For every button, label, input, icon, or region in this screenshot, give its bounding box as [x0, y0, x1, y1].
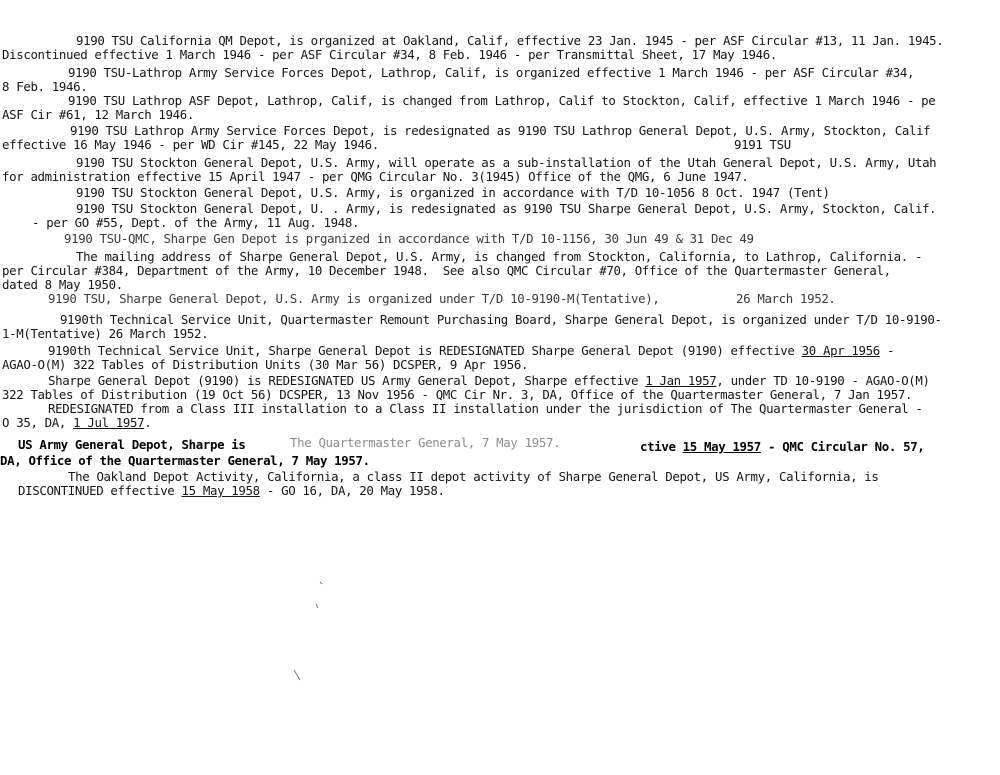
- doc-line: 9190 TSU-QMC, Sharpe Gen Depot is prganized in accordance with T/D 10-1156, 30 Jun 49 & 31 Dec 49: [64, 231, 754, 246]
- speck-mark: [316, 604, 318, 608]
- doc-line: - per GO #55, Dept. of the Army, 11 Aug. 1948.: [32, 215, 360, 230]
- doc-line: AGAO-O(M) 322 Tables of Distribution Units (30 Mar 56) DCSPER, 9 Apr 1956.: [2, 357, 529, 372]
- doc-line: The Oakland Depot Activity, California, a class II depot activity of Sharpe General Depot, US Army, California, is: [68, 469, 879, 484]
- doc-line: Discontinued effective 1 March 1946 - per ASF Circular #34, 8 Feb. 1946 - per Transmittal Sheet, 17 May 1946.: [2, 47, 777, 62]
- doc-line: 9190 TSU Stockton General Depot, U.S. Army, will operate as a sub-installation of the Utah General Depot, U.S. Army, Utah: [76, 155, 937, 170]
- doc-line-fragment: ctive 15 May 1957 - QMC Circular No. 57,: [640, 439, 925, 454]
- doc-line: 9190 TSU California QM Depot, is organized at Oakland, Calif, effective 23 Jan. 1945 - per ASF Circular #13, 11 Jan. 1945.: [76, 33, 944, 48]
- doc-line: 9190 TSU-Lathrop Army Service Forces Depot, Lathrop, Calif, is organized effective 1 March 1946 - per ASF Circular #34,: [68, 65, 915, 80]
- doc-line: effective 16 May 1946 - per WD Cir #145, 22 May 1946.: [2, 137, 379, 152]
- doc-line: 9190 TSU Lathrop Army Service Forces Depot, is redesignated as 9190 TSU Lathrop General Depot, U.S. Army, Stockton, Calif: [70, 123, 931, 138]
- doc-line: 9190th Technical Service Unit, Quartermaster Remount Purchasing Board, Sharpe General Depot, is organized under T/D 10-9190-: [60, 312, 942, 327]
- doc-line: dated 8 May 1950.: [2, 277, 123, 292]
- faded-text: The Quartermaster General, 7 May 1957.: [290, 435, 561, 450]
- paper-specks: [280, 570, 340, 690]
- doc-line: 9190 TSU Stockton General Depot, U. . Army, is redesignated as 9190 TSU Sharpe General Depot, U.S. Army, Stockton, Calif.: [76, 201, 937, 216]
- doc-line: O 35, DA, 1 Jul 1957.: [2, 415, 152, 430]
- doc-line: REDESIGNATED from a Class III installation to a Class II installation under the jurisdiction of The Quartermaster General -: [48, 401, 923, 416]
- speck-mark: [294, 670, 300, 680]
- doc-line: 9190th Technical Service Unit, Sharpe General Depot is REDESIGNATED Sharpe General Depot (9190) effective 30 Apr 1956 -: [48, 343, 895, 358]
- doc-line: per Circular #384, Department of the Army, 10 December 1948. See also QMC Circular #70, Office of the Quartermaster General,: [2, 263, 891, 278]
- doc-line: DISCONTINUED effective 15 May 1958 - GO 16, DA, 20 May 1958.: [18, 483, 445, 498]
- speck-mark: [320, 582, 322, 584]
- effective-date-underlined: 15 May 1958: [181, 483, 260, 498]
- doc-line: DA, Office of the Quartermaster General, 7 May 1957.: [0, 453, 370, 468]
- doc-line: 9190 TSU Stockton General Depot, U.S. Army, is organized in accordance with T/D 10-1056 8 Oct. 1947 (Tent): [76, 185, 830, 200]
- effective-date-underlined: 30 Apr 1956: [801, 343, 880, 358]
- doc-line: 322 Tables of Distribution (19 Oct 56) DCSPER, 13 Nov 1956 - QMC Cir Nr. 3, DA, Office of the Quartermaster General, 7 Jan 1957.: [2, 387, 913, 402]
- doc-line-fragment: 26 March 1952.: [736, 291, 836, 306]
- doc-line: Sharpe General Depot (9190) is REDESIGNATED US Army General Depot, Sharpe effective 1 Jan 1957, under TD 10-9190 - AGAO-O(M): [48, 373, 930, 388]
- doc-margin-note: 9191 TSU: [734, 137, 791, 152]
- effective-date-underlined: 15 May 1957: [682, 439, 761, 454]
- doc-line: 9190 TSU, Sharpe General Depot, U.S. Army is organized under T/D 10-9190-M(Tentative),: [48, 291, 660, 306]
- effective-date-underlined: 1 Jul 1957: [73, 415, 145, 430]
- doc-line: ASF Cir #61, 12 March 1946.: [2, 107, 194, 122]
- doc-line: US Army General Depot, Sharpe is: [18, 437, 246, 452]
- doc-line: 1-M(Tentative) 26 March 1952.: [2, 326, 209, 341]
- doc-line: 9190 TSU Lathrop ASF Depot, Lathrop, Calif, is changed from Lathrop, Calif to Stockton, Calif, effective 1 March 1946 - pe: [68, 93, 936, 108]
- effective-date-underlined: 1 Jan 1957: [645, 373, 717, 388]
- doc-line: The mailing address of Sharpe General Depot, U.S. Army, is changed from Stockton, California, to Lathrop, California. -: [76, 249, 923, 264]
- doc-line: 8 Feb. 1946.: [2, 79, 88, 94]
- doc-line: for administration effective 15 April 1947 - per QMG Circular No. 3(1945) Office of the QMG, 6 June 1947.: [2, 169, 749, 184]
